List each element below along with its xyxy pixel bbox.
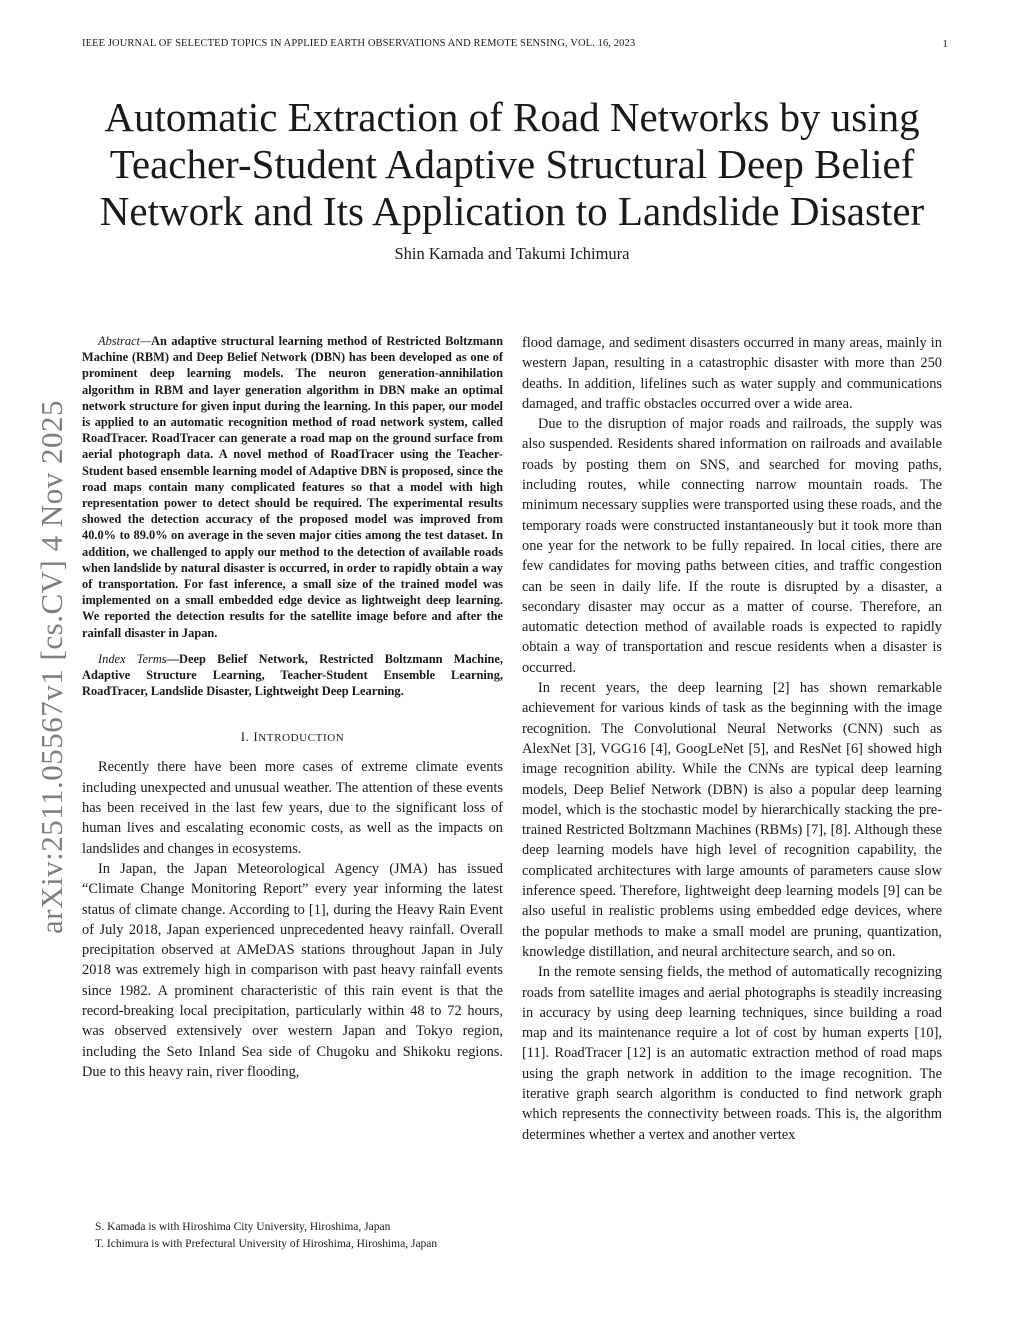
paper-title <box>60 94 964 235</box>
title-line-3: Network and Its Application to Landslide Disaster <box>99 188 925 234</box>
body-paragraph: Due to the disruption of major roads and railroads, the supply was also suspended. Residents shared information on railroads and available roads by posting them on SNS, and searched for moving paths, including routes, while connecting narrow mountain roads. The minimum necessary supplies were transported using these roads, and the temporary roads were constructed instantaneously but it took more than one year for the network to be fully repaired. In local cities, there are few candidates for moving paths between cities, and traffic congestion can be seen in daily life. If the route is disrupted by a disaster, a secondary disaster may occur as a matter of course. Therefore, an automatic detection method of available roads is expected to rapidly obtain a way of transportation and rescue residents when a disaster is occurred. <box>522 416 942 676</box>
index-terms-dash: — <box>166 651 180 666</box>
title-line-1: Automatic Extraction of Road Networks by using <box>104 94 920 140</box>
body-paragraph: Recently there have been more cases of extreme climate events including unexpected and unusual weather. The attention of these events has been received in the last few years, due to the significant loss of human lives and escalating economic costs, as well as the impacts on landslides and changes in ecosystems. <box>82 759 503 857</box>
author-list: Shin Kamada and Takumi Ichimura <box>394 244 630 263</box>
body-paragraph: In the remote sensing fields, the method of automatically recognizing roads from satellite images and aerial photographs is steadily increasing in accuracy by using deep learning techniques, since building a road map and its maintenance require a lot of cost by human experts [10], [11]. RoadTracer [12] is an automatic extraction method of road maps using the graph network in addition to the image recognition. The iterative graph search algorithm is conducted to find network graph which represents the connectivity between roads. This is, the algorithm determines whether a vertex and another vertex <box>522 964 942 1143</box>
abstract-dash: — <box>140 334 152 348</box>
body-paragraph: In Japan, the Japan Meteorological Agency (JMA) has issued “Climate Change Monitoring Report” every year informing the latest status of climate change. According to [1], during the Heavy Rain Event of July 2018, Japan experienced unprecedented heavy rainfall. Overall precipitation observed at AMeDAS stations throughout Japan in July 2018 was extremely high in comparison with past heavy rainfall events since 1982. A prominent characteristic of this rain event is that the record-breaking local precipitation, particularly within 48 to 72 hours, was observed extensively over western Japan and Tokyo region, including the Seto Inland Sea side of Chugoku and Shikoku regions. Due to this heavy rain, river flooding, <box>82 860 503 1080</box>
section-title-cap: I <box>253 729 259 745</box>
section-title-rest: NTRODUCTION <box>258 732 345 745</box>
footnotes <box>82 1219 512 1253</box>
abstract <box>82 333 503 641</box>
abstract-text: An adaptive structural learning method of Restricted Boltzmann Machine (RBM) and Deep Belief Network (DBN) has been developed as one of prominent deep learning models. The neuron generation-annihilation algorithm in RBM and layer generation algorithm in DBN make an optimal network structure for given input during the learning. In this paper, our model is applied to an automatic recognition method of road network system, called RoadTracer. RoadTracer can generate a road map on the ground surface from aerial photograph data. A novel method of RoadTracer using the Teacher-Student based ensemble learning model of Adaptive DBN is proposed, since the road maps contain many complicated features so that a model with high representation power to detect should be required. The experimental results showed the detection accuracy of the proposed model was improved from 40.0% to 89.0% on average in the seven major cities among the test dataset. In addition, we challenged to apply our method to the detection of available roads when landslide by natural disaster is occurred, in order to rapidly obtain a way of transportation. For fast inference, a small size of the trained model was implemented on a small embedded edge device as lightweight deep learning. We reported the detection results for the satellite image before and after the rainfall disaster in Japan. <box>82 334 503 640</box>
title-line-2: Teacher-Student Adaptive Structural Deep Belief <box>109 141 915 187</box>
abstract-label: Abstract <box>98 334 140 348</box>
left-column <box>82 333 503 1082</box>
index-terms-text: Deep Belief Network, Restricted Boltzmann Machine, Adaptive Structure Learning, Teacher-Student Ensemble Learning, RoadTracer, Landslide Disaster, Lightweight Deep Learning. <box>82 651 503 699</box>
page-number: 1 <box>942 38 948 50</box>
section-heading <box>82 729 503 745</box>
right-column <box>522 333 942 1145</box>
footnote-affiliation: S. Kamada is with Hiroshima City University, Hiroshima, Japan <box>95 1221 391 1233</box>
body-paragraph: flood damage, and sediment disasters occurred in many areas, mainly in western Japan, resulting in a catastrophic disaster with more than 250 deaths. In addition, lifelines such as water supply and communications damaged, and traffic obstacles occurred over a wide area. <box>522 335 942 412</box>
index-terms-label: Index Terms <box>98 651 167 666</box>
footnote-affiliation: T. Ichimura is with Prefectural University of Hiroshima, Hiroshima, Japan <box>95 1238 438 1250</box>
journal-name: IEEE JOURNAL OF SELECTED TOPICS IN APPLIED EARTH OBSERVATIONS AND REMOTE SENSING, VOL. 16, 2023 <box>82 38 636 49</box>
index-terms <box>82 651 503 700</box>
section-numeral: I. <box>240 729 250 745</box>
body-paragraph: In recent years, the deep learning [2] has shown remarkable achievement for various kinds of task as the beginning with the image recognition. The Convolutional Neural Networks (CNN) such as AlexNet [3], VGG16 [4], GoogLeNet [5], and ResNet [6] showed high image recognition ability. While the CNNs are typical deep learning models, Deep Belief Network (DBN) is also a popular deep learning model, which is the stochastic model by hierarchically stacking the pre-trained Restricted Boltzmann Machines (RBMs) [7], [8]. Although these deep learning models have high level of recognition capability, the complicated architectures with large amounts of parameters cause slow inference speed. Therefore, lightweight deep learning models [9] can be also useful in realistic problems using embedded edge devices, where the popular methods to make a small model are pruning, quantization, knowledge distillation, and neural architecture search, and so on. <box>522 680 942 960</box>
arxiv-stamp: arXiv:2511.05567v1 [cs.CV] 4 Nov 2025 <box>34 400 69 934</box>
running-header <box>82 38 948 56</box>
